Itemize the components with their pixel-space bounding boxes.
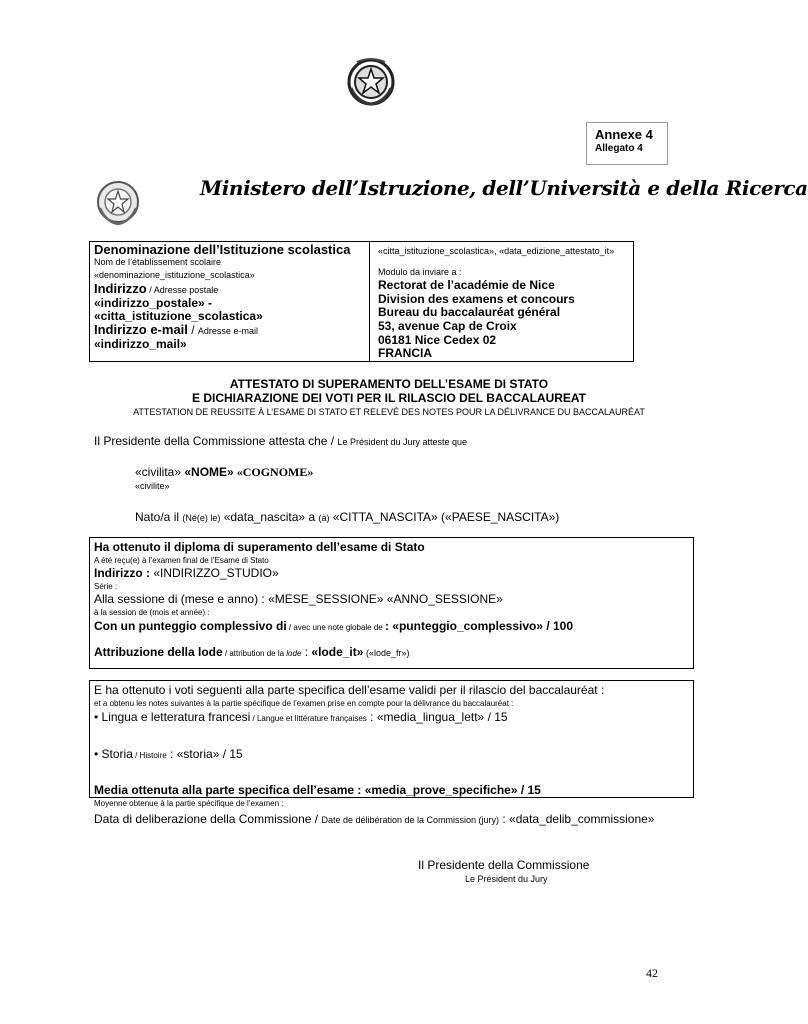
indirizzo-label: Indirizzo [94,281,147,296]
lode-fr-1: / attribution de la [222,649,287,658]
recipient-line-5: 06181 Nice Cedex 02 [378,332,497,347]
lode-row [94,645,693,660]
punteggio-fr: / avec une note globale de [286,623,385,632]
recipient-line-6: FRANCIA [378,346,432,361]
storia-row [94,747,693,762]
recipient-line-3: Bureau du baccalauréat général [378,305,561,320]
deliberation-date [94,812,654,826]
signature-subtitle: Le Président du Jury [465,874,548,884]
diploma-box [89,537,694,669]
document-title [89,377,689,419]
recipient-line-1: Rectorat de l’académie de Nice [378,278,555,293]
ministry-emblem-icon [94,176,142,228]
sessione-row [94,593,693,606]
ministry-title: Ministero dell’Istruzione, dell’Università e della Ricerca [200,176,808,200]
edition-header: «citta_istituzione_scolastica», «data_edizione_attestato_it» [378,246,615,256]
box-divider [369,242,370,361]
a-fr: (à) [318,513,330,523]
page-number: 42 [646,966,658,980]
signature-title: Il Presidente della Commissione [418,858,590,872]
annex-label: Annexe 4 [595,127,653,142]
storia-label: • Storia [94,747,133,761]
president-fr: Le Président du Jury atteste que [337,437,468,447]
lode-fr-2: lode [286,649,302,658]
email-fr: Adresse e-mail [197,326,258,336]
nome-field: «NOME» [184,465,234,479]
delib-fr: Date de délibération de la Commission (jury) [321,815,500,825]
president-it: Il Presidente della Commissione attesta che / [94,434,338,448]
civilite-field: «civilite» [135,481,170,491]
indirizzo-fr: / Adresse postale [146,285,219,295]
storia-fr: / Histoire [132,751,167,760]
email-sep: / [187,323,198,337]
title-line-1: ATTESTATO DI SUPERAMENTO DELL’ESAME DI STATO [229,377,549,391]
president-statement [94,434,467,448]
denominazione-label: Denominazione dell’Istituzione scolastica [94,242,351,257]
lode-fr-value: («lode_fr») [363,648,410,658]
cognome-field: «COGNOME» [233,465,314,479]
indirizzo-studio-label: Indirizzo : [94,566,154,580]
modulo-label: Modulo da inviare a : [378,266,462,277]
recipient-line-2: Division des examens et concours [378,291,575,306]
recipient-details [378,245,632,361]
email-row [94,323,366,338]
grades-intro: E ha ottenuto i voti seguenti alla parte specifica dell’esame validi per il rilascio del baccalauréat : [94,683,605,697]
republic-emblem-icon [343,54,399,110]
candidate-name [135,465,313,480]
storia-value: : «storia» / 15 [166,747,243,761]
citta-nascita-field: «CITTA_NASCITA» («PAESE_NASCITA») [329,510,560,524]
indirizzo-studio-value: «INDIRIZZO_STUDIO» [153,566,279,580]
indirizzo-row [94,282,366,297]
annex-box [586,122,668,165]
sessione-fr: à la session de (mois et année) : [94,608,210,617]
email-label: Indirizzo e-mail [94,322,188,337]
indirizzo-value-2: «citta_istituzione_scolastica» [94,309,263,323]
sessione-label: Alla sessione di (mese e anno) : [94,592,269,606]
lingua-label: • Lingua e letteratura francesi [94,710,251,724]
media-label: Media ottenuta alla parte specifica dell’esame : «media_prove_specifiche» / 15 [94,783,541,797]
title-line-3-fr: ATTESTATION DE REUSSITE À L’ESAME DI STATO ET RELEVÉ DES NOTES POUR LA DÉLIVRANCE DU BACCALAURÉAT [133,407,645,417]
lode-label: Attribuzione della lode [94,645,223,659]
indirizzo-studio-row [94,567,693,580]
recipient-line-4: 53, avenue Cap de Croix [378,318,517,333]
email-value: «indirizzo_mail» [94,337,187,351]
lingua-fr: / Langue et littérature françaises [250,714,367,723]
media-fr: Moyenne obtenue à la partie spécifique de l’examen : [94,799,284,808]
school-info-box [89,241,634,362]
diploma-heading: Ha ottenuto il diploma di superamento dell’esame di Stato [94,540,425,554]
punteggio-label: Con un punteggio complessivo di [94,619,287,633]
punteggio-value: : «punteggio_complessivo» / 100 [384,619,574,633]
punteggio-row [94,619,693,634]
lingua-value: : «media_lingua_lett» / 15 [366,710,508,724]
lingua-row [94,710,693,725]
grades-box [89,680,694,808]
birth-details [135,510,559,524]
born-fr: (Né(e) le) [182,513,221,523]
title-line-2: E DICHIARAZIONE DEI VOTI PER IL RILASCIO DEL BACCALAUREAT [191,391,587,405]
denominazione-value: «denominazione_istituzione_scolastica» [94,270,255,280]
data-nascita-field: «data_nascita» a [220,510,319,524]
grades-intro-fr: et a obtenu les notes suivantes à la partie spécifique de l’examen prise en compte pour la délivrance du baccalauréat : [94,699,514,708]
serie-fr: Série : [94,582,118,591]
civilita-field: «civilita» [135,465,185,479]
lode-value: «lode_it» [311,645,364,659]
indirizzo-value-1: «indirizzo_postale» - [94,296,213,310]
allegato-label: Allegato 4 [595,143,643,154]
delib-it: Data di deliberazione della Commissione / [94,812,322,826]
nom-fr-label: Nom de l’établissement scolaire [94,257,222,267]
lode-colon: : [301,645,312,659]
school-details [94,243,366,351]
diploma-heading-fr: A été reçu(e) à l’examen final de l’Esame di Stato [94,556,269,565]
sessione-value: «MESE_SESSIONE» «ANNO_SESSIONE» [268,592,503,606]
born-it: Nato/a il [135,510,183,524]
delib-value: : «data_delib_commissione» [499,812,655,826]
